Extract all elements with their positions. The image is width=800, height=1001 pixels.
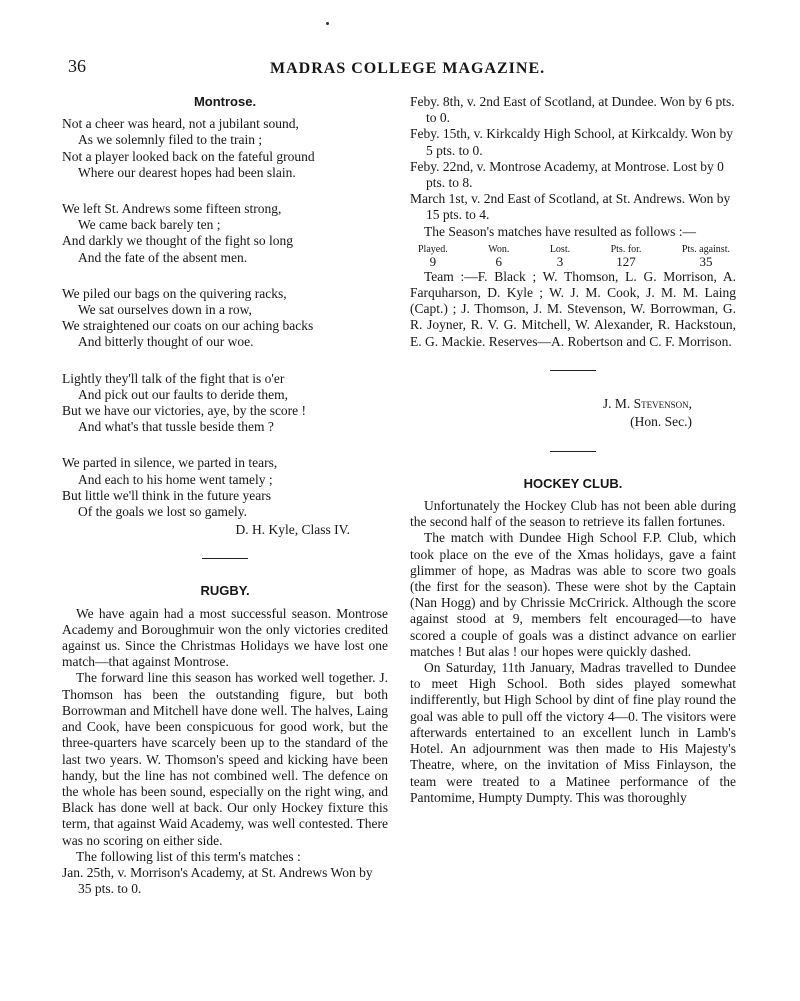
stat-value: 127 (616, 253, 636, 269)
rugby-heading: RUGBY. (200, 583, 250, 599)
stat-value: 6 (495, 253, 503, 269)
stat-value: 9 (429, 253, 437, 269)
stat-value: 35 (699, 253, 713, 269)
poem-line: We came back barely ten ; (78, 217, 221, 233)
left-column (62, 94, 388, 897)
poem-line: As we solemnly filed to the train ; (78, 132, 263, 148)
poem-line: Of the goals we lost so gamely. (78, 504, 247, 520)
poem-line: But we have our victories, aye, by the score ! (62, 403, 307, 419)
stat-points-against (682, 244, 730, 269)
stat-value: 3 (556, 253, 564, 269)
poem-stanza (62, 201, 388, 266)
poem-line: We piled our bags on the quivering racks, (62, 285, 287, 301)
stat-played (418, 244, 448, 269)
stat-won (488, 244, 509, 269)
poem-line: Where our dearest hopes had been slain. (78, 164, 296, 180)
poem-title: Montrose. (193, 94, 257, 109)
poem-line: And darkly we thought of the fight so long (62, 233, 293, 249)
section-divider (550, 370, 596, 371)
poem-line: We left St. Andrews some fifteen strong, (62, 201, 282, 217)
secretary-signature (410, 395, 736, 431)
poem-line: And what's that tussle beside them ? (78, 419, 274, 435)
running-title: MADRAS COLLEGE MAGAZINE. (270, 60, 546, 77)
match-result: March 1st, v. 2nd East of Scotland, at St. Andrews. Won by 15 pts. to 4. (410, 191, 731, 223)
poem-stanza (62, 116, 388, 181)
match-result: Feby. 8th, v. 2nd East of Scotland, at Dundee. Won by 6 pts. to 0. (410, 94, 735, 126)
poem-line: We parted in silence, we parted in tears, (62, 455, 278, 471)
team-list: Team :—F. Black ; W. Thomson, L. G. Morrison, A. Farquharson, D. Kyle ; W. J. M. Cook, J. M. M. Laing (Capt.) ; J. Thomson, J. M. Stevenson, W. Borrowman, G. R. Joyner, R. V. G. Mitchell, W. Alexander, R. Hackstoun, E. G. Mackie. Reserves—A. Robertson and C. F. Morrison. (410, 268, 736, 349)
rugby-paragraph: The forward line this season has worked well together. J. Thomson has been the outstanding figure, but both Borrowman and Mitchell have done well. The halves, Laing and Cook, have been conspicuous for good work, but the three-quarters have scarcely been up to the standard of the last two years. W. Thomson's speed and kicking have been handy, but the line has not combined well. The defence on the whole has been sound, especially on the right wing, and Black has done well at back. Our only Hockey fixture this term, that against Waid Academy, was well contested. There was no scoring on either side. (62, 670, 388, 848)
season-intro: The Season's matches have resulted as follows :— (424, 223, 696, 239)
stat-lost (550, 244, 570, 269)
poem-line: And the fate of the absent men. (78, 249, 248, 265)
poem-line: We straightened our coats on our aching backs (62, 318, 314, 334)
print-speck (326, 22, 329, 25)
secretary-name: J. M. Stevenson, (602, 395, 692, 411)
match-result: Feby. 22nd, v. Montrose Academy, at Montrose. Lost by 0 pts. to 8. (410, 158, 724, 191)
stat-label: Pts. against. (681, 243, 730, 255)
rugby-paragraph: We have again had a most successful season. Montrose Academy and Boroughmuir won the only victories credited against us. Since the Christmas Holidays we have lost one match—that against Montrose. (62, 605, 388, 670)
poem-line: Not a cheer was heard, not a jubilant sound, (62, 116, 299, 132)
poem-stanza (62, 286, 388, 351)
poem-line: We sat ourselves down in a row, (78, 302, 252, 318)
stat-label: Won. (488, 243, 510, 255)
poem-stanza (62, 371, 388, 436)
rugby-paragraph: The following list of this term's matches : (76, 848, 301, 864)
hockey-heading: HOCKEY CLUB. (523, 475, 623, 491)
section-divider (202, 558, 248, 559)
match-result: Feby. 15th, v. Kirkcaldy High School, at Kirkcaldy. Won by 5 pts. to 0. (410, 126, 733, 158)
poem-line: But little we'll think in the future years (62, 487, 272, 503)
poem-line: Not a player looked back on the fateful ground (62, 148, 315, 164)
hockey-paragraph: The match with Dundee High School F.P. Club, which took place on the eve of the Xmas holidays, gave a faint glimmer of hope, as Madras was able to score two goals (the first for the season). These were shot by the Captain (Nan Hogg) and by Chrissie McCririck. Although the score against stood at 9, members felt encouraged—to have scored a couple of goals was a distinct advance on earlier matches ! But alas ! our hopes were quickly dashed. (410, 530, 736, 659)
poem-stanza (62, 455, 388, 520)
stat-points-for (611, 244, 642, 269)
poem-line: And bitterly thought of our woe. (78, 334, 254, 350)
poem-line: And each to his home went tamely ; (78, 471, 273, 487)
hockey-paragraph: On Saturday, 11th January, Madras travelled to Dundee to meet High School. Both sides played somewhat indifferently, but High School by dint of fine play round the goal was able to pull off the victory 4—0. The visitors were afterwards entertained to an excellent lunch in Lamb's Hotel. An adjournment was then made to His Majesty's Theatre, where, on the invitation of Miss Finlayson, the team were treated to a Matinee performance of the Pantomime, Humpty Dumpty. This was thoroughly (410, 660, 736, 805)
season-stats-table (418, 244, 730, 269)
match-result: Jan. 25th, v. Morrison's Academy, at St. Andrews Won by 35 pts. to 0. (62, 864, 373, 897)
page-number: 36 (68, 56, 86, 76)
section-divider (550, 451, 596, 452)
poem-line: Lightly they'll talk of the fight that is o'er (62, 370, 285, 386)
hockey-paragraph: Unfortunately the Hockey Club has not been able during the second half of the season to retrieve its fallen fortunes. (410, 498, 736, 530)
stat-label: Lost. (549, 243, 571, 255)
stat-label: Pts. for. (610, 243, 642, 255)
secretary-role: (Hon. Sec.) (630, 413, 692, 429)
right-column (410, 94, 736, 806)
poem-line: And pick out our faults to deride them, (78, 386, 288, 402)
poem-author: D. H. Kyle, Class IV. (235, 522, 350, 538)
stat-label: Played. (418, 243, 448, 255)
